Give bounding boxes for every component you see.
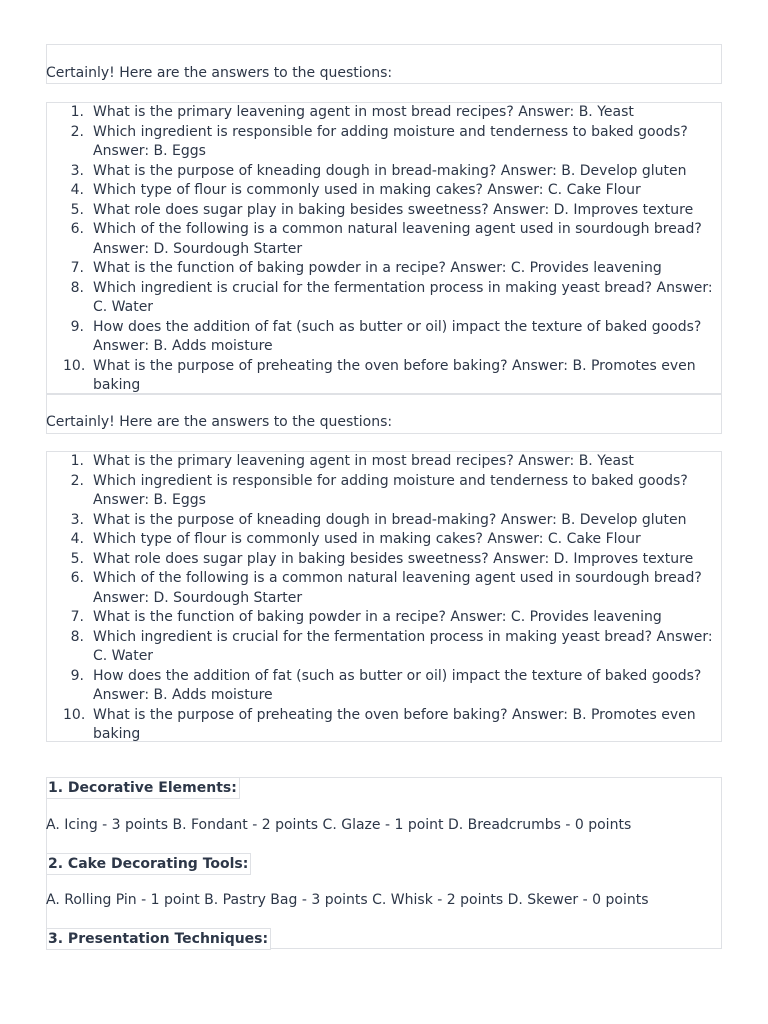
qa-item: 2. Which ingredient is responsible for adding moisture and tenderness to baked goods? Answer: B. Eggs (70, 472, 688, 508)
qa-item: 10. What is the purpose of preheating the oven before baking? Answer: B. Promotes even baking (63, 357, 696, 393)
qa-item: 8. Which ingredient is crucial for the fermentation process in making yeast bread? Answer: C. Water (70, 628, 713, 664)
cake-decorating-tools-heading: 2. Cake Decorating Tools: (46, 853, 251, 875)
intro-text-2: Certainly! Here are the answers to the questions: (46, 414, 393, 430)
qa-item: 10. What is the purpose of preheating the oven before baking? Answer: B. Promotes even baking (63, 706, 696, 742)
qa-item: 7. What is the function of baking powder in a recipe? Answer: C. Provides leavening (70, 609, 662, 625)
qa-item: 9. How does the addition of fat (such as butter or oil) impact the texture of baked goods? Answer: B. Adds moisture (70, 667, 702, 703)
qa-list-2 (63, 452, 713, 745)
qa-item: 6. Which of the following is a common natural leavening agent used in sourdough bread? Answer: D. Sourdough Starter (70, 570, 702, 606)
qa-item: 7. What is the function of baking powder in a recipe? Answer: C. Provides leavening (70, 260, 662, 276)
qa-item: 2. Which ingredient is responsible for adding moisture and tenderness to baked goods? Answer: B. Eggs (70, 123, 688, 159)
qa-item: 4. Which type of flour is commonly used in making cakes? Answer: C. Cake Flour (70, 531, 641, 547)
decorative-elements-text: A. Icing - 3 points B. Fondant - 2 points C. Glaze - 1 point D. Breadcrumbs - 0 points (46, 817, 632, 833)
cake-decorating-tools-text: A. Rolling Pin - 1 point B. Pastry Bag - 3 points C. Whisk - 2 points D. Skewer - 0 points (46, 892, 649, 908)
decorative-elements-heading: 1. Decorative Elements: (46, 777, 240, 799)
qa-item: 6. Which of the following is a common natural leavening agent used in sourdough bread? Answer: D. Sourdough Starter (70, 221, 702, 257)
presentation-techniques-heading: 3. Presentation Techniques: (46, 928, 271, 950)
qa-item: 3. What is the purpose of kneading dough in bread-making? Answer: B. Develop gluten (70, 162, 687, 179)
qa-item: 3. What is the purpose of kneading dough in bread-making? Answer: B. Develop gluten (70, 511, 687, 528)
qa-item: 5. What role does sugar play in baking besides sweetness? Answer: D. Improves texture (70, 550, 694, 567)
qa-item: 5. What role does sugar play in baking besides sweetness? Answer: D. Improves texture (70, 201, 694, 218)
qa-list-1 (63, 103, 713, 396)
qa-item: 1. What is the primary leavening agent in most bread recipes? Answer: B. Yeast (70, 453, 634, 469)
qa-item: 4. Which type of flour is commonly used in making cakes? Answer: C. Cake Flour (70, 182, 641, 198)
intro-text-1: Certainly! Here are the answers to the questions: (46, 65, 393, 81)
qa-item: 9. How does the addition of fat (such as butter or oil) impact the texture of baked goods? Answer: B. Adds moisture (70, 318, 702, 354)
qa-item: 1. What is the primary leavening agent in most bread recipes? Answer: B. Yeast (70, 104, 634, 120)
qa-item: 8. Which ingredient is crucial for the fermentation process in making yeast bread? Answer: C. Water (70, 279, 713, 315)
